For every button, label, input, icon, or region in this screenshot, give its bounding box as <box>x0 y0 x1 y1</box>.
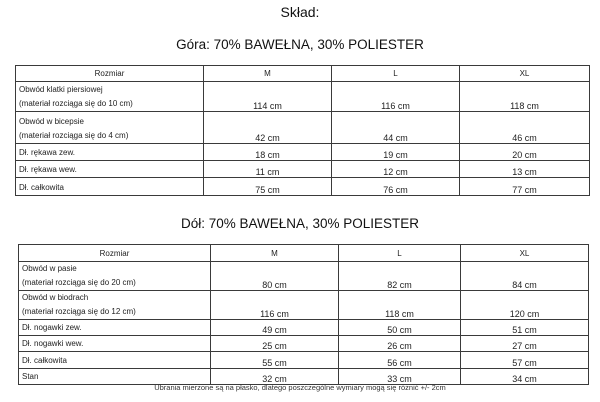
table-row <box>16 178 590 196</box>
cell-m: 11 cm <box>204 161 332 178</box>
header-size-m: M <box>211 245 339 262</box>
table-row <box>19 291 589 320</box>
bottom-section-heading: Dół: 70% BAWEŁNA, 30% POLIESTER <box>180 216 420 231</box>
cell-l: 118 cm <box>339 291 461 320</box>
row-label-line: Obwód w pasie <box>22 264 77 273</box>
cell-m: 114 cm <box>204 82 332 112</box>
cell-m: 42 cm <box>204 112 332 144</box>
header-size-m: M <box>204 66 332 82</box>
top-section-heading: Góra: 70% BAWEŁNA, 30% POLIESTER <box>176 37 424 52</box>
row-label <box>19 291 211 320</box>
cell-xl: 120 cm <box>461 291 589 320</box>
top-size-table <box>15 65 590 196</box>
cell-xl: 84 cm <box>461 262 589 291</box>
cell-xl: 13 cm <box>460 161 590 178</box>
cell-l: 56 cm <box>339 352 461 369</box>
cell-m: 25 cm <box>211 336 339 352</box>
table-row <box>16 112 590 144</box>
cell-xl: 57 cm <box>461 352 589 369</box>
table-header-row <box>16 66 590 82</box>
row-label: Dł. rękawa wew. <box>16 161 204 178</box>
cell-m: 116 cm <box>211 291 339 320</box>
header-size-label: Rozmiar <box>19 245 211 262</box>
table-row <box>19 352 589 369</box>
cell-xl: 20 cm <box>460 144 590 161</box>
header-size-label: Rozmiar <box>16 66 204 82</box>
table-row <box>19 262 589 291</box>
cell-l: 44 cm <box>332 112 460 144</box>
cell-l: 82 cm <box>339 262 461 291</box>
row-label <box>16 112 204 144</box>
row-label-note: (materiał rozciąga się do 20 cm) <box>22 278 136 287</box>
cell-xl: 77 cm <box>460 178 590 196</box>
row-label-line: Obwód w bicepsie <box>19 117 84 126</box>
cell-l: 76 cm <box>332 178 460 196</box>
cell-l: 26 cm <box>339 336 461 352</box>
row-label: Dł. nogawki zew. <box>19 320 211 336</box>
row-label-line: Obwód klatki piersiowej <box>19 85 103 94</box>
cell-xl: 34 cm <box>461 369 589 385</box>
table-row <box>16 144 590 161</box>
row-label <box>16 82 204 112</box>
cell-l: 19 cm <box>332 144 460 161</box>
cell-m: 75 cm <box>204 178 332 196</box>
table-header-row <box>19 245 589 262</box>
table-row <box>19 320 589 336</box>
header-size-xl: XL <box>460 66 590 82</box>
row-label-note: (materiał rozciąga się do 12 cm) <box>22 307 136 316</box>
row-label-line: Obwód w biodrach <box>22 293 89 302</box>
row-label-note: (materiał rozciąga się do 4 cm) <box>19 131 129 140</box>
cell-xl: 51 cm <box>461 320 589 336</box>
header-size-l: L <box>339 245 461 262</box>
cell-m: 55 cm <box>211 352 339 369</box>
row-label: Dł. całkowita <box>16 178 204 196</box>
cell-l: 33 cm <box>339 369 461 385</box>
bottom-size-table <box>18 244 589 385</box>
cell-m: 18 cm <box>204 144 332 161</box>
header-size-xl: XL <box>461 245 589 262</box>
cell-m: 49 cm <box>211 320 339 336</box>
row-label: Dł. rękawa zew. <box>16 144 204 161</box>
measurement-footnote: Ubrania mierzone są na płasko, dlatego poszczególne wymiary mogą się różnić +/- 2cm <box>154 383 446 392</box>
cell-xl: 27 cm <box>461 336 589 352</box>
cell-xl: 46 cm <box>460 112 590 144</box>
table-row <box>16 82 590 112</box>
cell-l: 50 cm <box>339 320 461 336</box>
page-title: Skład: <box>280 4 320 20</box>
row-label: Dł. całkowita <box>19 352 211 369</box>
cell-m: 80 cm <box>211 262 339 291</box>
table-row <box>19 336 589 352</box>
cell-l: 12 cm <box>332 161 460 178</box>
row-label: Dł. nogawki wew. <box>19 336 211 352</box>
row-label: Stan <box>19 369 211 385</box>
table-row <box>16 161 590 178</box>
cell-l: 116 cm <box>332 82 460 112</box>
cell-m: 32 cm <box>211 369 339 385</box>
header-size-l: L <box>332 66 460 82</box>
row-label-note: (materiał rozciąga się do 10 cm) <box>19 99 133 108</box>
cell-xl: 118 cm <box>460 82 590 112</box>
row-label <box>19 262 211 291</box>
